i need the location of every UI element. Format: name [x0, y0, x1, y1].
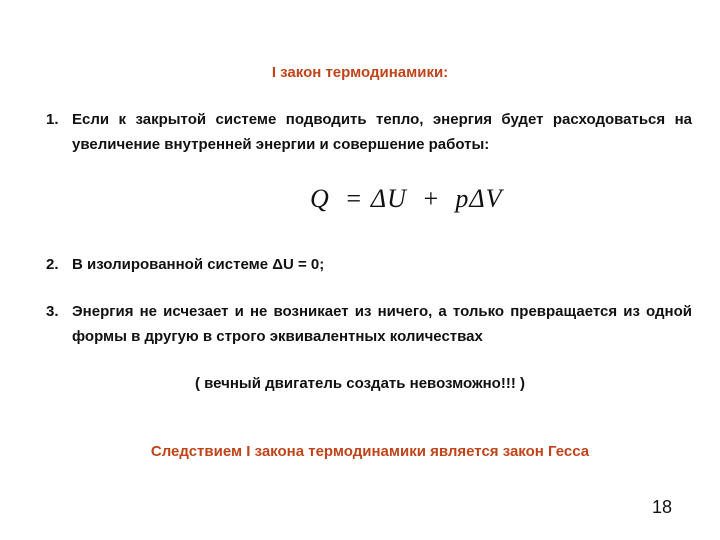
list-item-text: Энергия не исчезает и не возникает из ничего, а только превращается из одной формы в другую в строго эквивалентных количествах [72, 303, 692, 345]
hess-law-conclusion: Следствием I закона термодинамики является закон Гесса [150, 443, 590, 460]
list-item-number: 3. [46, 303, 59, 320]
list-item-text: Если к закрытой системе подводить тепло, энергия будет расходоваться на увеличение внутренней энергии и совершение работы: [72, 111, 692, 153]
list-item-number: 2. [46, 256, 59, 273]
list-item-3 [46, 300, 692, 349]
perpetual-motion-note: ( вечный двигатель создать невозможно!!! ) [195, 375, 525, 392]
first-law-formula: Q = ΔU + pΔV [310, 184, 503, 213]
list-item-text: В изолированной системе ΔU = 0; [72, 256, 325, 273]
page-number: 18 [652, 497, 673, 517]
list-item-number: 1. [46, 111, 59, 128]
slide-title: I закон термодинамики: [271, 64, 449, 81]
list-item-1 [46, 108, 692, 157]
list-item-2 [46, 253, 692, 278]
